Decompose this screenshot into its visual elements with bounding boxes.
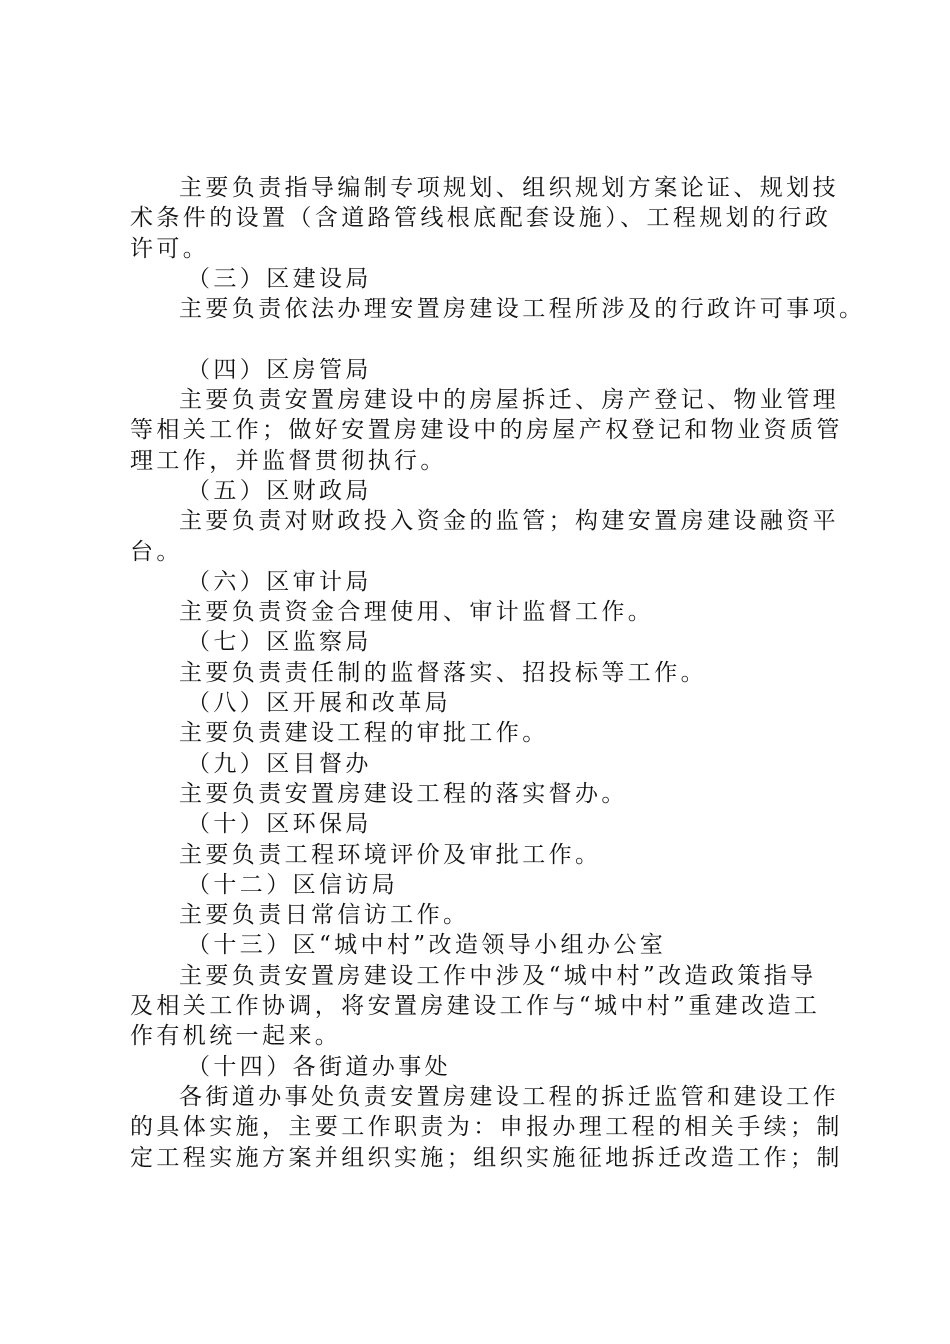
paragraph-line: 术条件的设置（含道路管线根底配套设施）、工程规划的行政 <box>130 205 832 232</box>
paragraph-line: 主要负责资金合理使用、审计监督工作。 <box>179 599 655 626</box>
paragraph-line: 作有机统一起来。 <box>130 1023 342 1050</box>
body-paragraph <box>130 779 820 809</box>
section-heading: （九）区目督办 <box>187 750 372 777</box>
paragraph-line: 定工程实施方案并组织实施；组织实施征地拆迁改造工作；制 <box>130 1144 843 1171</box>
paragraph-line: 主要负责安置房建设中的房屋拆迁、房产登记、物业管理 <box>179 387 839 414</box>
body-paragraph <box>130 506 839 567</box>
paragraph-line: 主要负责建设工程的审批工作。 <box>179 720 549 747</box>
body-paragraph <box>130 840 820 870</box>
paragraph-line: 的具体实施，主要工作职责为：申报办理工程的相关手续；制 <box>130 1114 843 1141</box>
paragraph-line: 主要负责安置房建设工作中涉及“城中村”改造政策指导 <box>179 962 817 989</box>
section-heading: （四）区房管局 <box>187 356 372 383</box>
paragraph-line: 主要负责指导编制专项规划、组织规划方案论证、规划技 <box>179 175 839 201</box>
section-heading: （七）区监察局 <box>187 629 372 656</box>
section-heading: （三）区建设局 <box>187 265 372 292</box>
paragraph-line: 各街道办事处负责安置房建设工程的拆迁监管和建设工作 <box>179 1083 839 1110</box>
section-heading: （六）区审计局 <box>187 568 372 595</box>
body-paragraph <box>130 597 820 627</box>
document-body <box>130 173 866 1173</box>
paragraph-line: 主要负责依法办理安置房建设工程所涉及的行政许可事项。 <box>179 296 866 323</box>
paragraph-line: 主要负责责任制的监督落实、招投标等工作。 <box>179 659 707 686</box>
section-heading: （十二）区信访局 <box>187 871 399 898</box>
body-paragraph <box>130 173 839 264</box>
section-heading: （十）区环保局 <box>187 811 372 838</box>
paragraph-line: 及相关工作协调，将安置房建设工作与“城中村”重建改造工 <box>130 993 821 1020</box>
paragraph-line: 主要负责对财政投入资金的监管；构建安置房建设融资平 <box>179 508 839 535</box>
paragraph-line: 台。 <box>130 538 183 565</box>
paragraph-line: 主要负责工程环境评价及审批工作。 <box>179 841 602 868</box>
paragraph-line: 许可。 <box>130 235 210 262</box>
body-paragraph <box>130 961 820 1052</box>
body-paragraph <box>130 718 820 748</box>
body-paragraph <box>130 900 820 930</box>
paragraph-line: 主要负责日常信访工作。 <box>179 902 470 929</box>
body-paragraph <box>130 294 866 324</box>
section-heading: （十三）区“城中村”改造领导小组办公室 <box>187 932 667 959</box>
body-paragraph <box>130 1082 843 1173</box>
blank-line <box>130 324 820 354</box>
paragraph-line: 理工作，并监督贯彻执行。 <box>130 447 447 474</box>
section-heading: （八）区开展和改革局 <box>187 690 451 717</box>
body-paragraph <box>130 658 820 688</box>
section-heading: （十四）各街道办事处 <box>187 1053 451 1080</box>
section-heading: （五）区财政局 <box>187 477 372 504</box>
paragraph-line: 主要负责安置房建设工程的落实督办。 <box>179 780 628 807</box>
paragraph-line: 等相关工作；做好安置房建设中的房屋产权登记和物业资质管 <box>130 417 843 444</box>
body-paragraph <box>130 385 843 476</box>
